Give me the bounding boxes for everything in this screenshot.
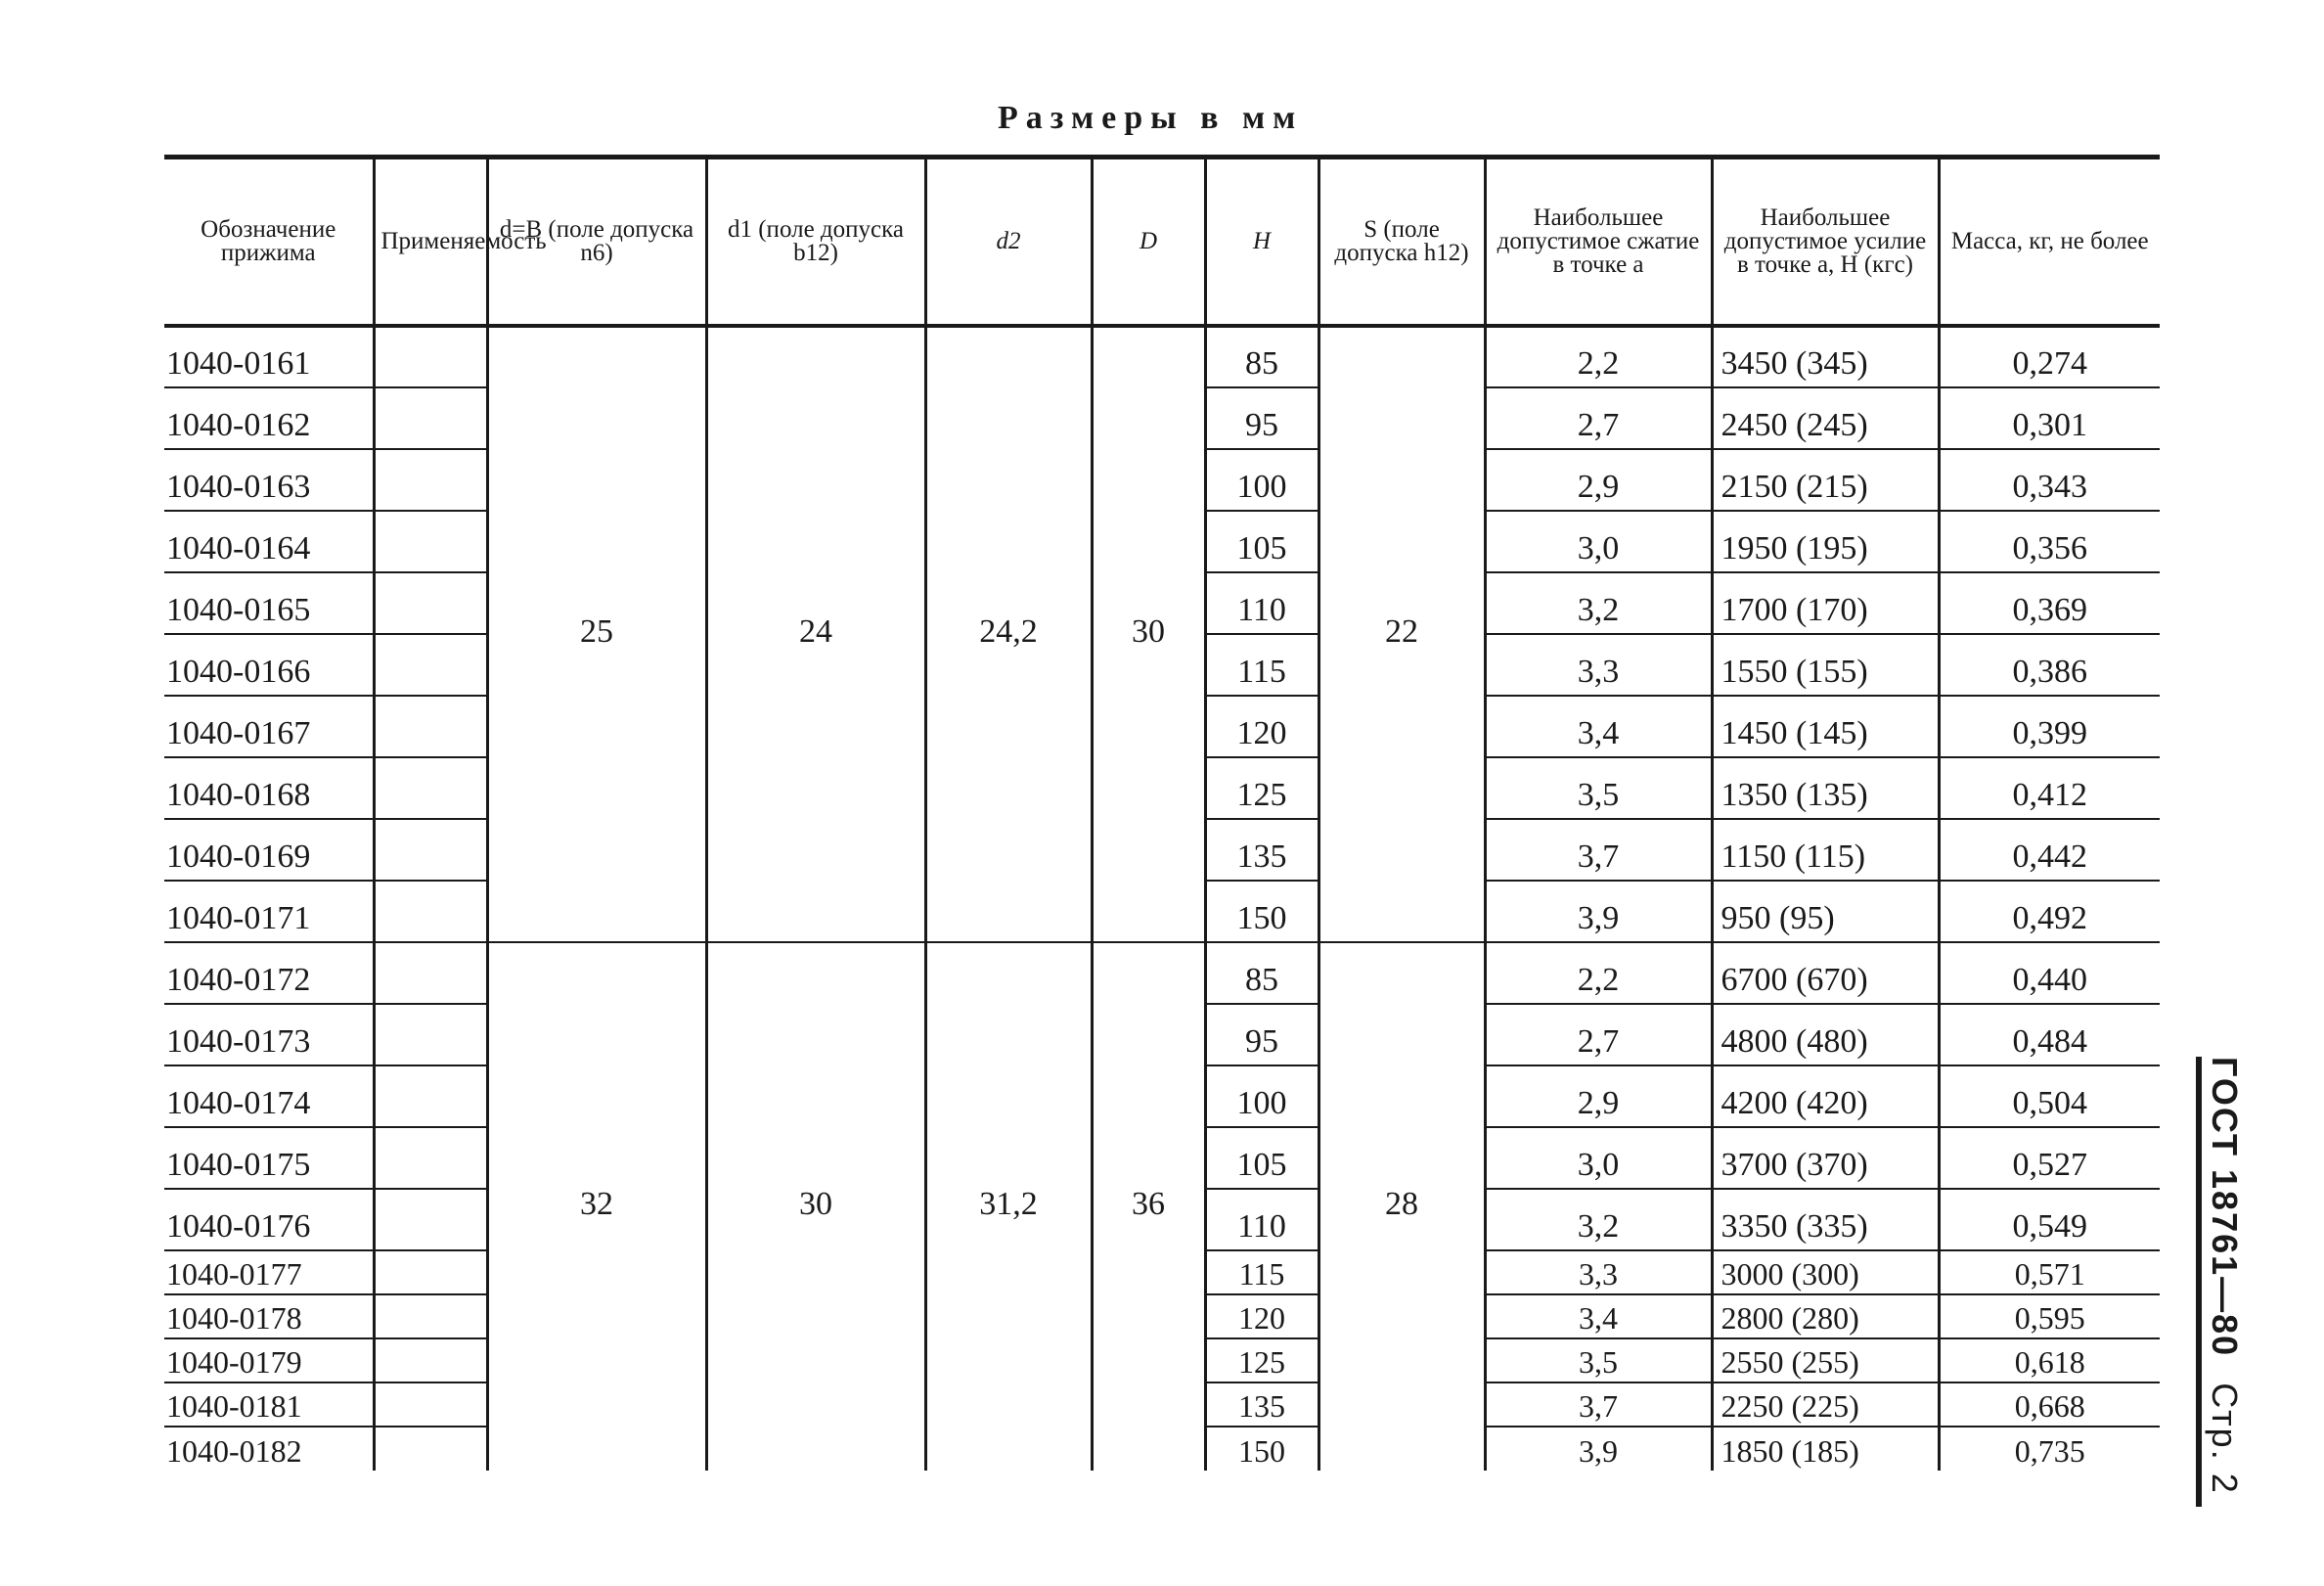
designation-cell: 1040-0179	[164, 1338, 374, 1382]
applicability-cell	[374, 1127, 487, 1189]
force-cell: 4200 (420)	[1712, 1065, 1939, 1127]
force-cell: 1450 (145)	[1712, 696, 1939, 757]
applicability-cell	[374, 1004, 487, 1065]
compression-cell: 3,2	[1485, 1189, 1712, 1250]
header-s: S (поле допуска h12)	[1318, 158, 1485, 326]
h-cell: 125	[1205, 1338, 1318, 1382]
applicability-cell	[374, 326, 487, 387]
h-cell: 85	[1205, 326, 1318, 387]
designation-cell: 1040-0176	[164, 1189, 374, 1250]
page-number: Стр. 2	[2205, 1382, 2245, 1495]
mass-cell: 0,386	[1939, 634, 2160, 696]
table-row	[164, 942, 2160, 1004]
force-cell: 950 (95)	[1712, 881, 1939, 942]
force-cell: 3450 (345)	[1712, 326, 1939, 387]
applicability-cell	[374, 511, 487, 572]
force-cell: 4800 (480)	[1712, 1004, 1939, 1065]
mass-cell: 0,668	[1939, 1382, 2160, 1427]
applicability-cell	[374, 881, 487, 942]
force-cell: 6700 (670)	[1712, 942, 1939, 1004]
mass-cell: 0,504	[1939, 1065, 2160, 1127]
header-d1: d1 (поле допуска b12)	[706, 158, 925, 326]
designation-cell: 1040-0172	[164, 942, 374, 1004]
applicability-cell	[374, 572, 487, 634]
mass-cell: 0,618	[1939, 1338, 2160, 1382]
applicability-cell	[374, 387, 487, 449]
applicability-cell	[374, 819, 487, 881]
compression-cell: 2,2	[1485, 326, 1712, 387]
designation-cell: 1040-0162	[164, 387, 374, 449]
table-row	[164, 326, 2160, 387]
header-row	[164, 158, 2160, 326]
designation-cell: 1040-0175	[164, 1127, 374, 1189]
applicability-cell	[374, 1189, 487, 1250]
header-force: Наибольшее допустимое усилие в точке a, Н (кгс)	[1712, 158, 1939, 326]
header-d2: d2	[925, 158, 1092, 326]
h-cell: 95	[1205, 387, 1318, 449]
applicability-cell	[374, 1338, 487, 1382]
compression-cell: 3,7	[1485, 1382, 1712, 1427]
designation-cell: 1040-0163	[164, 449, 374, 511]
group-d2: 31,2	[925, 942, 1092, 1471]
force-cell: 2250 (225)	[1712, 1382, 1939, 1427]
group-d1: 30	[706, 942, 925, 1471]
mass-cell: 0,492	[1939, 881, 2160, 942]
mass-cell: 0,369	[1939, 572, 2160, 634]
header-mass: Масса, кг, не более	[1939, 158, 2160, 326]
compression-cell: 3,5	[1485, 757, 1712, 819]
compression-cell: 2,2	[1485, 942, 1712, 1004]
mass-cell: 0,595	[1939, 1294, 2160, 1338]
h-cell: 115	[1205, 1250, 1318, 1294]
compression-cell: 2,7	[1485, 1004, 1712, 1065]
designation-cell: 1040-0171	[164, 881, 374, 942]
compression-cell: 3,3	[1485, 1250, 1712, 1294]
h-cell: 100	[1205, 449, 1318, 511]
designation-cell: 1040-0168	[164, 757, 374, 819]
standard-number: ГОСТ 18761—80	[2205, 1057, 2245, 1358]
header-d-b: d=B (поле допуска n6)	[487, 158, 706, 326]
force-cell: 1950 (195)	[1712, 511, 1939, 572]
h-cell: 105	[1205, 511, 1318, 572]
h-cell: 135	[1205, 1382, 1318, 1427]
group-big-d: 36	[1092, 942, 1205, 1471]
header-applicability: Применяемость	[374, 158, 487, 326]
side-rule	[2196, 1057, 2202, 1507]
applicability-cell	[374, 696, 487, 757]
table-caption: Размеры в мм	[998, 100, 1304, 136]
force-cell: 2450 (245)	[1712, 387, 1939, 449]
mass-cell: 0,571	[1939, 1250, 2160, 1294]
compression-cell: 3,9	[1485, 1427, 1712, 1471]
force-cell: 2800 (280)	[1712, 1294, 1939, 1338]
group-big-d: 30	[1092, 326, 1205, 942]
group-d-b: 32	[487, 942, 706, 1471]
mass-cell: 0,412	[1939, 757, 2160, 819]
h-cell: 110	[1205, 572, 1318, 634]
designation-cell: 1040-0166	[164, 634, 374, 696]
designation-cell: 1040-0164	[164, 511, 374, 572]
force-cell: 3000 (300)	[1712, 1250, 1939, 1294]
designation-cell: 1040-0177	[164, 1250, 374, 1294]
h-cell: 120	[1205, 1294, 1318, 1338]
side-label	[2196, 1057, 2250, 1507]
mass-cell: 0,440	[1939, 942, 2160, 1004]
group-d2: 24,2	[925, 326, 1092, 942]
header-designation: Обозначение прижима	[164, 158, 374, 326]
applicability-cell	[374, 1294, 487, 1338]
designation-cell: 1040-0165	[164, 572, 374, 634]
force-cell: 1700 (170)	[1712, 572, 1939, 634]
group-s: 28	[1318, 942, 1485, 1471]
compression-cell: 3,4	[1485, 1294, 1712, 1338]
h-cell: 100	[1205, 1065, 1318, 1127]
compression-cell: 3,0	[1485, 1127, 1712, 1189]
compression-cell: 2,9	[1485, 449, 1712, 511]
group-d-b: 25	[487, 326, 706, 942]
compression-cell: 3,0	[1485, 511, 1712, 572]
header-big-d: D	[1092, 158, 1205, 326]
force-cell: 3350 (335)	[1712, 1189, 1939, 1250]
group-d1: 24	[706, 326, 925, 942]
designation-cell: 1040-0182	[166, 1432, 302, 1469]
force-cell: 2150 (215)	[1712, 449, 1939, 511]
force-cell: 1350 (135)	[1712, 757, 1939, 819]
applicability-cell	[374, 757, 487, 819]
force-cell: 1550 (155)	[1712, 634, 1939, 696]
mass-cell: 0,274	[1939, 326, 2160, 387]
h-cell: 150	[1205, 1427, 1318, 1471]
h-cell: 105	[1205, 1127, 1318, 1189]
dimensions-table	[164, 155, 2160, 1471]
compression-cell: 2,9	[1485, 1065, 1712, 1127]
h-cell: 125	[1205, 757, 1318, 819]
table-body	[164, 326, 2160, 1471]
compression-cell: 3,3	[1485, 634, 1712, 696]
mass-cell: 0,356	[1939, 511, 2160, 572]
designation-cell: 1040-0178	[164, 1294, 374, 1338]
force-cell: 1850 (185)	[1712, 1427, 1939, 1471]
designation-cell: 1040-0161	[164, 326, 374, 387]
applicability-cell	[374, 634, 487, 696]
mass-cell: 0,343	[1939, 449, 2160, 511]
applicability-cell	[374, 1250, 487, 1294]
applicability-cell	[374, 1382, 487, 1427]
applicability-cell	[374, 942, 487, 1004]
h-cell: 110	[1205, 1189, 1318, 1250]
mass-cell: 0,549	[1939, 1189, 2160, 1250]
designation-cell: 1040-0174	[164, 1065, 374, 1127]
group-s: 22	[1318, 326, 1485, 942]
designation-cell: 1040-0169	[164, 819, 374, 881]
designation-cell: 1040-0181	[164, 1382, 374, 1427]
mass-cell: 0,442	[1939, 819, 2160, 881]
compression-cell: 3,7	[1485, 819, 1712, 881]
applicability-cell	[374, 1065, 487, 1127]
force-cell: 1150 (115)	[1712, 819, 1939, 881]
header-compression: Наибольшее допустимое сжатие в точке a	[1485, 158, 1712, 326]
designation-cell: 1040-0167	[164, 696, 374, 757]
compression-cell: 3,9	[1485, 881, 1712, 942]
h-cell: 120	[1205, 696, 1318, 757]
h-cell: 115	[1205, 634, 1318, 696]
mass-cell: 0,301	[1939, 387, 2160, 449]
h-cell: 95	[1205, 1004, 1318, 1065]
force-cell: 2550 (255)	[1712, 1338, 1939, 1382]
mass-cell: 0,527	[1939, 1127, 2160, 1189]
header-h: H	[1205, 158, 1318, 326]
compression-cell: 2,7	[1485, 387, 1712, 449]
mass-cell: 0,735	[1939, 1427, 2160, 1471]
applicability-cell	[374, 1427, 487, 1471]
designation-cell: 1040-0173	[164, 1004, 374, 1065]
compression-cell: 3,2	[1485, 572, 1712, 634]
mass-cell: 0,484	[1939, 1004, 2160, 1065]
compression-cell: 3,4	[1485, 696, 1712, 757]
applicability-cell	[374, 449, 487, 511]
h-cell: 150	[1205, 881, 1318, 942]
mass-cell: 0,399	[1939, 696, 2160, 757]
force-cell: 3700 (370)	[1712, 1127, 1939, 1189]
h-cell: 85	[1205, 942, 1318, 1004]
h-cell: 135	[1205, 819, 1318, 881]
compression-cell: 3,5	[1485, 1338, 1712, 1382]
